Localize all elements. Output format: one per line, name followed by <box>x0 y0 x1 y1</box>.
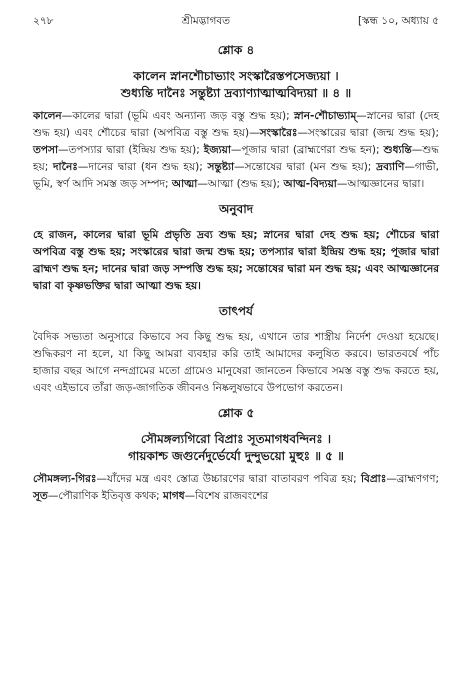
verse-4-line-2: শুধ্যন্তি দানৈঃ সন্তুষ্ট্যা দ্রব্যাণ্যাত্মাত্মবিদ্যয়া ॥ ৪ ॥ <box>120 86 352 100</box>
synonym-gloss: —আত্মা (শুদ্ধ হয়); <box>197 178 284 190</box>
synonym-gloss: —দানের দ্বারা (ধন শুদ্ধ হয়); <box>77 161 208 173</box>
synonym-term: তপসা <box>33 144 58 156</box>
verse-5-line-2: গায়কাশ্চ জগুর্নেদুর্ভের্যো দুন্দুভয়ো মুহুঃ ॥ ৫ ॥ <box>128 449 344 463</box>
verse-4-synonyms <box>33 108 439 193</box>
purport-text: বৈদিক সভ্যতা অনুসারে কিভাবে সব কিছু শুদ্ধ হয়, এখানে তার শাস্ত্রীয় নির্দেশ দেওয়া হয়েছে। শুদ্ধিকরণ না হলে, যা কিছু আমরা ব্যবহার করি তাই আমাদের কলুষিত করবে। ভারতবর্ষে পাঁচ হাজার বছর আগে নন্দগ্রামের মতো গ্রামেও মানুষেরা জানতেন কিভাবে সমস্ত বস্তু শুদ্ধ করতে হয়, এবং এইভাবে তাঁরা জড়-জাগতিক জীবনও নিষ্কলুষভাবে উপভোগ করতেন। <box>33 331 439 394</box>
translation-text: হে রাজন, কালের দ্বারা ভূমি প্রভৃতি দ্রব্য শুদ্ধ হয়; স্নানের দ্বারা দেহ শুদ্ধ হয়; শৌচের দ্বারা অপবিত্র বস্তু শুদ্ধ হয়; সংস্কারের দ্বারা জন্ম শুদ্ধ হয়; তপস্যার দ্বারা ইন্দ্রিয় শুদ্ধ হয়; পূজার দ্বারা ব্রাহ্মণ শুদ্ধ হন; দানের দ্বারা জড় সম্পত্তি শুদ্ধ হয়; সন্তোষের দ্বারা মন শুদ্ধ হয়; এবং আত্মজ্ঞানের দ্বারা বা কৃষ্ণভক্তির দ্বারা আত্মা শুদ্ধ হয়। <box>33 229 439 292</box>
page-number: ২৭৮ <box>33 14 54 27</box>
verse-5-text <box>33 431 439 465</box>
verse-5-line-1: সৌমঙ্গল্যগিরো বিপ্রাঃ সূতমাগধবন্দিনঃ । <box>140 432 332 446</box>
verse-4-text <box>33 68 439 102</box>
synonym-gloss: —তপস্যার দ্বারা (ইন্দ্রিয় শুদ্ধ হয়); <box>58 144 204 156</box>
synonym-gloss: —শুদ্ধ হয়; <box>33 144 440 173</box>
synonym-term: মাগধ <box>162 490 185 502</box>
synonym-term: কালেন <box>33 110 62 122</box>
verse-4-heading: শ্লোক ৪ <box>217 43 255 57</box>
synonym-gloss: —ব্রাহ্মণগণ; <box>386 473 439 485</box>
synonym-gloss: —সন্তোষের দ্বারা (মন শুদ্ধ হয়); <box>234 161 377 173</box>
synonym-gloss: —স্নানের দ্বারা (দেহ শুদ্ধ হয়) এবং শৌচের দ্বারা (অপবিত্র বস্তু শুদ্ধ হয়)— <box>33 110 439 139</box>
synonym-gloss: —বিশেষ রাজবংশের <box>184 490 269 502</box>
synonym-term: দানৈঃ <box>53 161 78 173</box>
verse-5-heading: শ্লোক ৫ <box>217 406 255 420</box>
synonym-term: শুধ্যন্তি <box>383 144 412 156</box>
synonym-gloss: —আত্মজ্ঞানের দ্বারা। <box>336 178 425 190</box>
synonym-gloss: —কালের দ্বারা (ভূমি এবং অন্যান্য জড় বস্তু শুদ্ধ হয়); <box>61 110 295 122</box>
synonym-term: সংস্কারৈঃ <box>259 127 298 139</box>
page-header <box>33 10 439 34</box>
synonym-term: আত্ম-বিদ্যয়া <box>283 178 337 190</box>
translation-heading: অনুবাদ <box>218 202 254 216</box>
synonym-gloss: —গাভী, ভূমি, স্বর্ণ আদি সমস্ত জড় সম্পদ; <box>33 161 439 190</box>
synonym-term: দ্রব্যাণি <box>376 161 405 173</box>
synonym-gloss: —পূজার দ্বারা (ব্রাহ্মণেরা শুদ্ধ হন); <box>230 144 384 156</box>
synonym-gloss: —পৌরাণিক ইতিবৃত্ত কথক; <box>47 490 163 502</box>
synonym-term: স্নান-শৌচাভ্যাম্ <box>294 110 357 122</box>
synonym-term: ইজ্যয়া <box>203 144 231 156</box>
synonym-term: সন্তুষ্ট্যা <box>207 161 235 173</box>
section-label: [স্কন্ধ ১০, অধ্যায় ৫ <box>357 14 439 27</box>
verse-5-synonyms <box>33 471 439 505</box>
purport-heading: তাৎপর্য <box>219 304 253 318</box>
verse-4-line-1: কালেন স্নানশৌচাভ্যাং সংস্কারৈস্তপসেজ্যয়া । <box>133 69 339 83</box>
synonym-term: সৌমঙ্গল্য-গিরঃ <box>33 473 97 485</box>
synonym-gloss: —সংস্কারের দ্বারা (জন্ম শুদ্ধ হয়); <box>297 127 439 139</box>
synonym-gloss: —যাঁদের মন্ত্র এবং স্তোত্র উচ্চারণের দ্বারা বাতাবরণ পবিত্র হয়; <box>96 473 361 485</box>
synonym-term: আত্মা <box>171 178 198 190</box>
book-title: শ্রীমদ্ভাগবত <box>181 14 231 27</box>
synonym-term: সূত <box>33 490 48 502</box>
synonym-term: বিপ্রাঃ <box>360 473 387 485</box>
